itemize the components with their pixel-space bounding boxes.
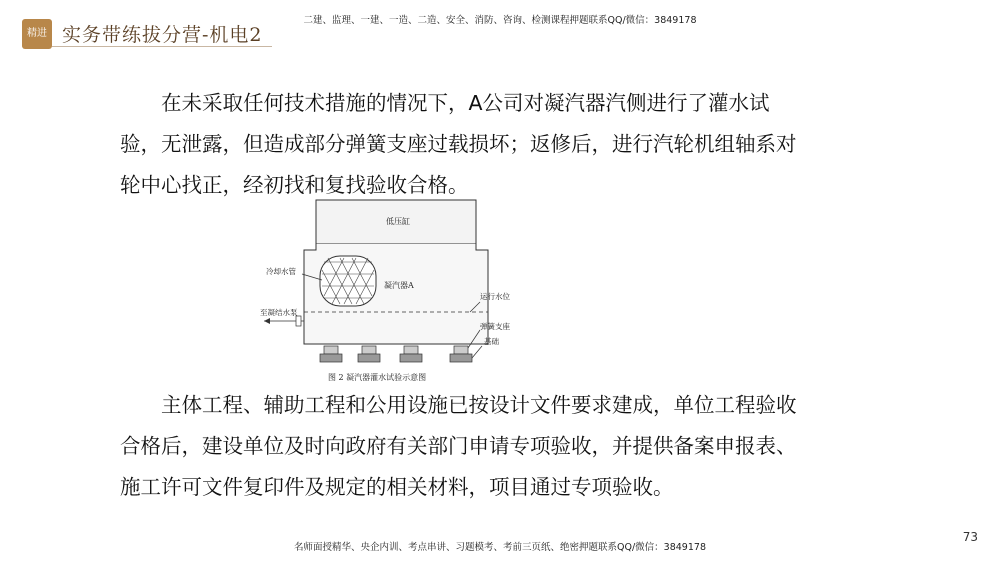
spring-supports	[324, 346, 468, 354]
top-ad-banner: 二建、监理、一建、一造、二造、安全、消防、咨询、检测课程押题联系QQ/微信：3849178	[303, 15, 697, 26]
outlet-flange	[296, 316, 301, 326]
logo-text: 精进	[27, 28, 47, 39]
bottom-ad-banner: 名师面授精华、央企内训、考点串讲、习题模考、考前三页纸、绝密押题联系QQ/微信：3849178	[294, 542, 706, 553]
page-number: 73	[962, 530, 978, 544]
outlet-arrow-icon	[264, 318, 270, 324]
condenser-label: 凝汽器A	[384, 281, 414, 290]
water-level-label: 运行水位	[480, 292, 510, 301]
spring-support-label: 弹簧支座	[480, 322, 510, 331]
condenser-figure	[258, 196, 530, 386]
figure-caption: 图 2 凝汽器灌水试验示意图	[328, 373, 427, 382]
paragraph-1: 在未采取任何技术措施的情况下，A公司对凝汽器汽侧进行了灌水试验，无泄露，但造成部分弹簧支座过载损坏；返修后，进行汽轮机组轴系对轮中心找正，经初找和复找验收合格。	[120, 91, 797, 197]
foundation-blocks	[320, 354, 472, 362]
condenser-diagram	[258, 196, 530, 386]
foundation-label: 基础	[484, 337, 499, 346]
lp-cylinder-label: 低压缸	[386, 217, 410, 226]
cooling-pipe-label: 冷却水管	[266, 267, 296, 276]
foundation-leader	[472, 346, 482, 358]
header-divider	[52, 46, 272, 47]
paragraph-2: 主体工程、辅助工程和公用设施已按设计文件要求建成，单位工程验收合格后，建设单位及时向政府有关部门申请专项验收，并提供备案申报表、施工许可文件复印件及规定的相关材料，项目通过专项验收。	[120, 393, 797, 499]
to-pump-label: 至凝结水泵	[260, 308, 298, 317]
cooling-pipe-bundle	[320, 256, 376, 306]
page-title: 实务带练拔分营-机电2	[62, 24, 263, 46]
